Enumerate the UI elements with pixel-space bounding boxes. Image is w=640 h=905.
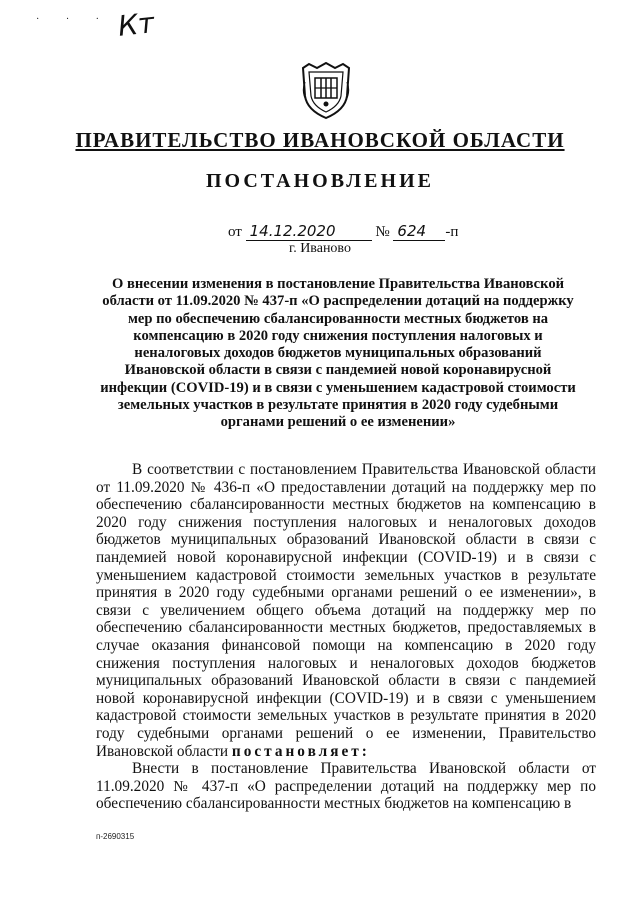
date-prefix: от (228, 224, 242, 240)
paragraph-2: Внести в постановление Правительства Ивановской области от 11.09.2020 № 437-п «О распределении дотаций на поддержку мер по обеспечению сбалансированности местных бюджетов на компенсацию в (96, 760, 596, 813)
coat-of-arms-icon (301, 62, 351, 120)
corner-marks: · · · (36, 14, 111, 25)
document-body (96, 461, 596, 813)
document-heading: О внесении изменения в постановление Правительства Ивановской области от 11.09.2020 № 437-п «О распределении дотаций на поддержку мер по обеспечению сбалансированности местных бюджетов на компенсацию в 2020 году снижения поступления налоговых и неналоговых доходов бюджетов муниципальных образований Ивановской области в связи с пандемией новой коронавирусной инфекции (COVID-19) и в связи с уменьшением кадастровой стоимости земельных участков в результате принятия в 2020 году судебными органами решений о ее изменении» (100, 276, 576, 431)
number-suffix: -п (445, 224, 459, 240)
city: г. Иваново (289, 241, 351, 256)
document-number: 624 (393, 222, 445, 241)
document-type: ПОСТАНОВЛЕНИЕ (206, 170, 434, 192)
paragraph-1-text: В соответствии с постановлением Правительства Ивановской области от 11.09.2020 № 436-п «О предоставлении дотаций на поддержку мер по обеспечению сбалансированности местных бюджетов на компенсацию в 2020 году снижения поступления налоговых и неналоговых доходов бюджетов муниципальных образований Ивановской области в связи с пандемией новой коронавирусной инфекции (COVID-19) и в связи с уменьшением кадастровой стоимости земельных участков в результате принятия в 2020 году судебными органами решений о ее изменении», в связи с увеличением общего объема дотаций на поддержку мер по обеспечению сбалансированности местных бюджетов, предоставляемых в случае оказания финансовой помощи на компенсацию в 2020 году снижения поступления налоговых и неналоговых доходов бюджетов муниципальных образований Ивановской области в связи с пандемией новой коронавирусной инфекции (COVID-19) и в связи с уменьшением кадастровой стоимости земельных участков в результате принятия в 2020 году судебными органами решений о ее изменении, Правительство Ивановской области (96, 461, 596, 760)
document-date: 14.12.2020 (246, 222, 372, 241)
paragraph-1 (96, 461, 596, 760)
government-title: ПРАВИТЕЛЬСТВО ИВАНОВСКОЙ ОБЛАСТИ (75, 128, 565, 152)
number-sign: № (375, 224, 390, 240)
paragraph-1-emphasis: постановляет: (231, 742, 370, 760)
footer-code: п-2690315 (96, 832, 135, 841)
date-number-line (228, 222, 458, 241)
handwritten-mark: Кт (116, 6, 156, 43)
